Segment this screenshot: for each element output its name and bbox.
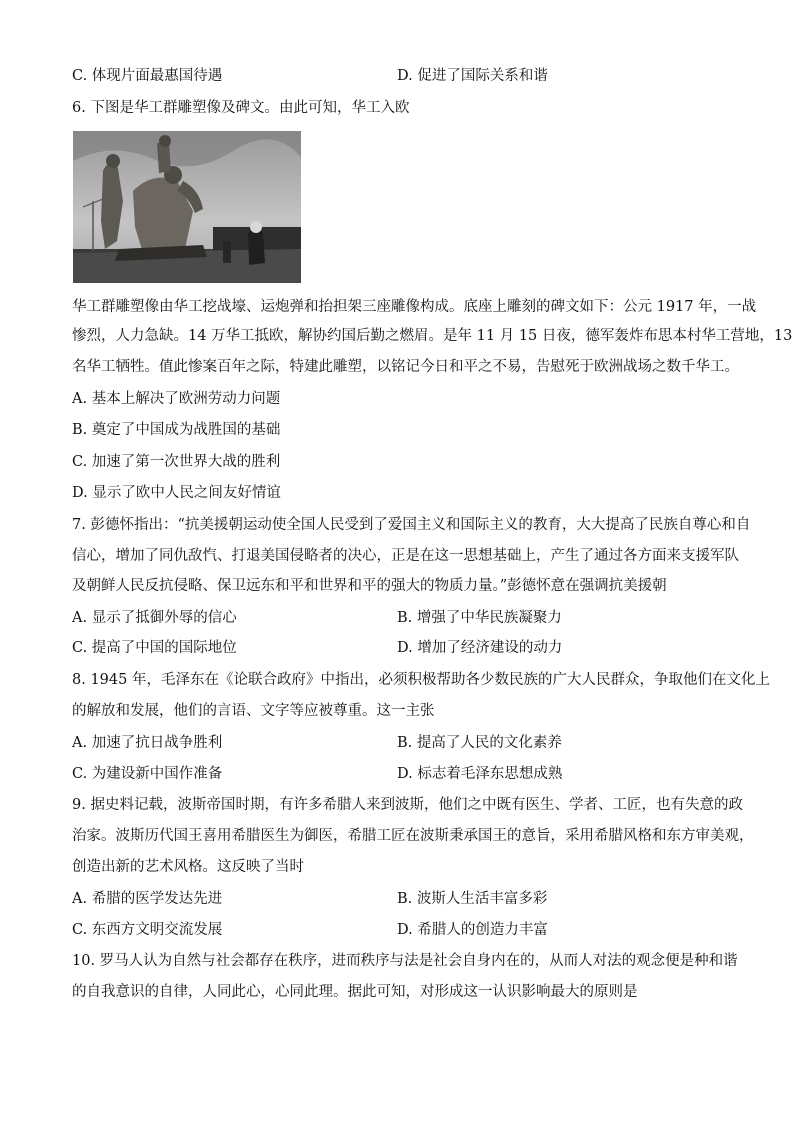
q7-text-line-2: 信心，增加了同仇敌忾、打退美国侵略者的决心，正是在这一思想基础上，产生了通过各方面来支援军队: [72, 548, 739, 564]
sculpture-photo: [73, 131, 301, 283]
q9-option-b: B. 波斯人生活丰富多彩: [397, 891, 548, 907]
q7-option-a: A. 显示了抵御外辱的信心: [72, 610, 237, 626]
q8-option-c: C. 为建设新中国作准备: [72, 766, 223, 782]
q10-text-line-2: 的自我意识的自律，人同此心，心同此理。据此可知，对形成这一认识影响最大的原则是: [72, 984, 638, 1000]
q9-option-d: D. 希腊人的创造力丰富: [397, 922, 548, 938]
q7-option-d: D. 增加了经济建设的动力: [397, 640, 563, 656]
q8-option-d: D. 标志着毛泽东思想成熟: [397, 766, 563, 782]
q6-option-a: A. 基本上解决了欧洲劳动力问题: [72, 391, 281, 407]
q7-option-c: C. 提高了中国的国际地位: [72, 640, 237, 656]
q8-text-line-2: 的解放和发展，他们的言语、文字等应被尊重。这一主张: [72, 703, 435, 719]
q6-text-line-1: 华工群雕塑像由华工挖战壕、运炮弹和抬担架三座雕像构成。底座上雕刻的碑文如下：公元 1917 年，一战: [72, 299, 757, 315]
q5-option-c: C. 体现片面最惠国待遇: [72, 68, 223, 84]
q9-text-line-1: 9. 据史料记载，波斯帝国时期，有许多希腊人来到波斯，他们之中既有医生、学者、工匠，也有失意的政: [72, 797, 743, 813]
q6-option-c: C. 加速了第一次世界大战的胜利: [72, 454, 281, 470]
q7-text-line-3: 及朝鲜人民反抗侵略、保卫远东和平和世界和平的强大的物质力量。”彭德怀意在强调抗美援朝: [72, 578, 667, 594]
q6-text-line-2: 惨烈，人力急缺。14 万华工抵欧，解协约国后勤之燃眉。是年 11 月 15 日夜，德军轰炸布思本村华工营地，13: [72, 328, 793, 344]
q6-text-line-3: 名华工牺牲。值此惨案百年之际，特建此雕塑，以铭记今日和平之不易，告慰死于欧洲战场之数千华工。: [72, 359, 739, 375]
q6-option-d: D. 显示了欧中人民之间友好情谊: [72, 485, 281, 501]
q9-text-line-3: 创造出新的艺术风格。这反映了当时: [72, 859, 304, 875]
q5-option-d: D. 促进了国际关系和谐: [397, 68, 548, 84]
q7-text-line-1: 7. 彭德怀指出：“抗美援朝运动使全国人民受到了爱国主义和国际主义的教育，大大提高了民族自尊心和自: [72, 517, 751, 533]
q10-text-line-1: 10. 罗马人认为自然与社会都存在秩序，进而秩序与法是社会自身内在的，从而人对法的观念便是种和谐: [72, 953, 738, 969]
q9-text-line-2: 治家。波斯历代国王喜用希腊医生为御医，希腊工匠在波斯秉承国王的意旨，采用希腊风格和东方审美观，: [72, 828, 754, 844]
q9-option-c: C. 东西方文明交流发展: [72, 922, 223, 938]
q7-option-b: B. 增强了中华民族凝聚力: [397, 610, 562, 626]
q6-stem: 6. 下图是华工群雕塑像及碑文。由此可知，华工入欧: [72, 100, 410, 116]
q9-option-a: A. 希腊的医学发达先进: [72, 891, 223, 907]
q8-text-line-1: 8. 1945 年，毛泽东在《论联合政府》中指出，必须积极帮助各少数民族的广大人民群众，争取他们在文化上: [72, 672, 770, 688]
q8-option-a: A. 加速了抗日战争胜利: [72, 735, 223, 751]
q8-option-b: B. 提高了人民的文化素养: [397, 735, 562, 751]
q6-option-b: B. 奠定了中国成为战胜国的基础: [72, 422, 281, 438]
